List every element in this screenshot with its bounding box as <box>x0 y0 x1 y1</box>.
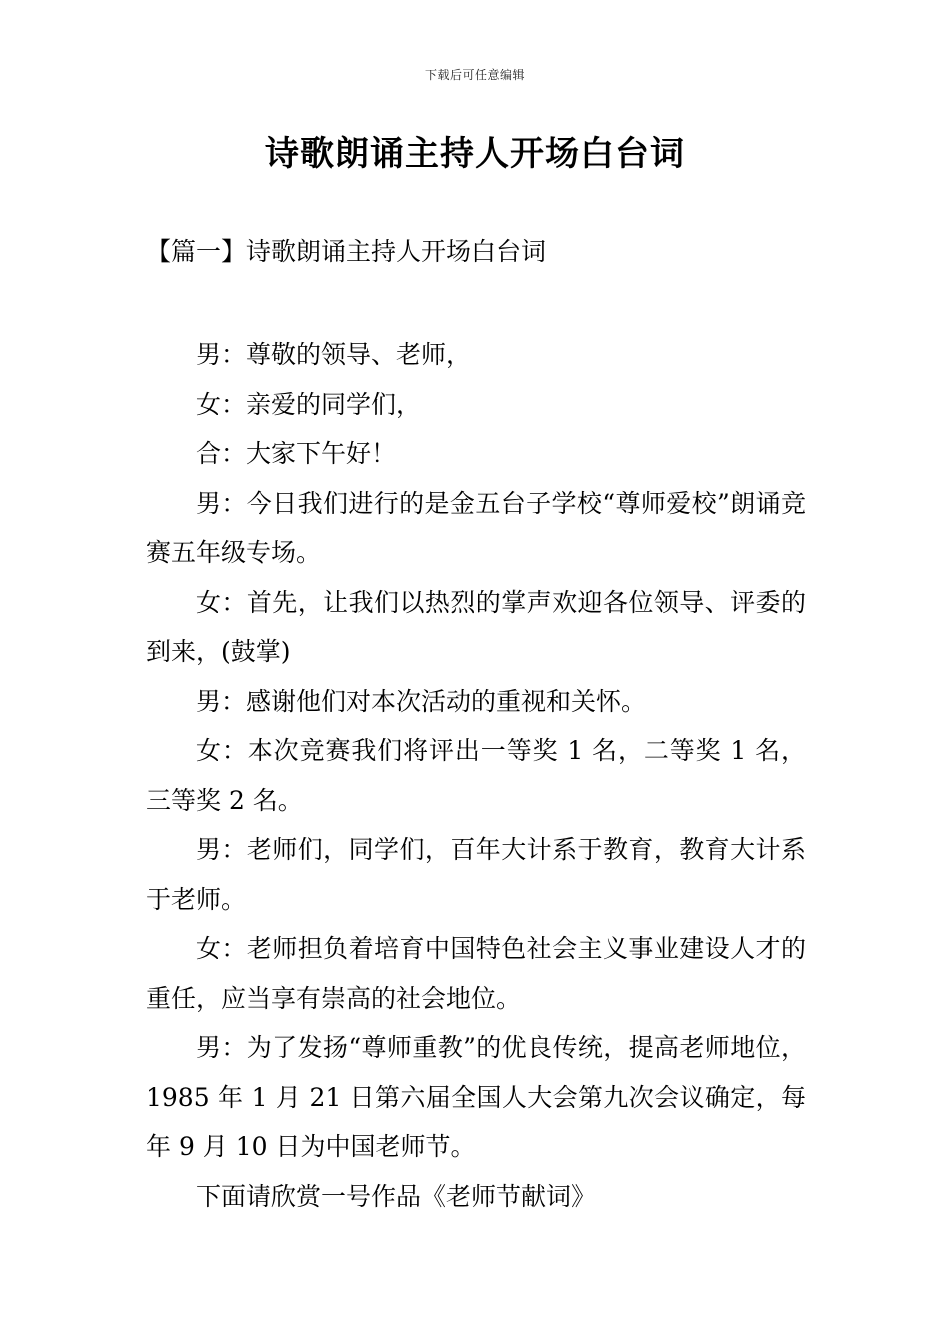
paragraph: 男：为了发扬“尊师重教”的优良传统，提高老师地位，1985 年 1 月 21 日第六届全国人大会第九次会议确定，每年 9 月 10 日为中国老师节。 <box>146 1033 806 1161</box>
paragraph: 下面请欣赏一号作品《老师节献词》 <box>196 1181 597 1211</box>
paragraph: 男：尊敬的领导、老师， <box>196 340 472 369</box>
section-heading: 【篇一】诗歌朗诵主持人开场白台词 <box>146 237 547 266</box>
paragraph: 女：老师担负着培育中国特色社会主义事业建设人才的重任，应当享有崇高的社会地位。 <box>146 934 806 1013</box>
paragraph: 女：亲爱的同学们， <box>196 389 422 419</box>
paragraph: 男：感谢他们对本次活动的重视和关怀。 <box>196 686 647 716</box>
paragraph: 女：首先，让我们以热烈的掌声欢迎各位领导、评委的到来，(鼓掌) <box>146 587 806 666</box>
document-body <box>146 330 806 1221</box>
paragraph: 女：本次竞赛我们将评出一等奖 1 名，二等奖 1 名，三等奖 2 名。 <box>146 736 806 815</box>
header-note: 下载后可任意编辑 <box>424 68 525 82</box>
paragraph: 男：老师们，同学们，百年大计系于教育，教育大计系于老师。 <box>146 835 806 914</box>
document-title: 诗歌朗诵主持人开场白台词 <box>265 134 685 174</box>
paragraph: 合：大家下午好！ <box>196 439 397 468</box>
paragraph: 男：今日我们进行的是金五台子学校“尊师爱校”朗诵竞赛五年级专场。 <box>146 488 806 567</box>
